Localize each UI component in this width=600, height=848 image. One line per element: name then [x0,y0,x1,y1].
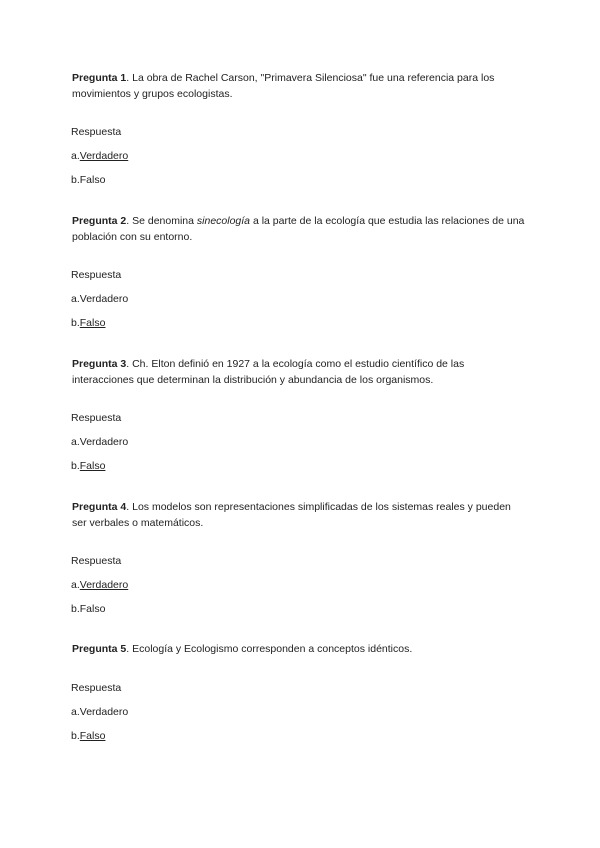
option-prefix: a. [71,293,80,305]
question-text: . Se denomina [126,215,197,227]
option-prefix: a. [71,706,80,718]
option-b[interactable] [71,174,105,186]
option-b[interactable] [71,603,105,615]
question-label: Pregunta 4 [72,501,127,513]
question-text: . La obra de Rachel Carson, "Primavera Silenciosa" fue una referencia para los movimientos y grupos ecologistas. [72,72,495,100]
option-prefix: b. [71,730,80,742]
question-3 [71,356,528,472]
question-2 [71,213,528,329]
response-label: Respuesta [71,412,122,424]
question-text: . Ecología y Ecologismo corresponden a conceptos idénticos. [126,643,413,655]
question-4 [71,499,528,615]
option-text: Falso [79,317,106,329]
option-prefix: a. [71,150,80,162]
option-text: Falso [79,174,106,186]
option-text: Verdadero [79,293,129,305]
question-text: . Los modelos son representaciones simplificadas de los sistemas reales y pueden ser verbales o matemáticos. [72,501,511,529]
option-prefix: b. [71,317,80,329]
question-text-italic: sinecología [196,215,251,227]
question-text: a la parte de la ecología que estudia las relaciones de una población con su entorno. [72,215,525,243]
option-text: Verdadero [79,436,129,448]
option-text: Verdadero [79,706,129,718]
question-prompt [72,213,528,245]
question-prompt [72,499,528,531]
option-text: Falso [79,460,106,472]
option-a[interactable] [71,436,128,448]
option-b[interactable] [71,460,105,472]
option-prefix: a. [71,436,80,448]
option-prefix: b. [71,174,80,186]
option-text: Verdadero [79,150,129,162]
question-prompt [72,641,528,657]
response-label: Respuesta [71,682,122,694]
question-text: . Ch. Elton definió en 1927 a la ecología como el estudio científico de las interacciones que determinan la distribución y abundancia de los organismos. [72,358,465,386]
question-label: Pregunta 3 [72,358,127,370]
question-label: Pregunta 2 [72,215,127,227]
option-a[interactable] [71,293,128,305]
question-1 [71,70,528,186]
question-prompt [72,356,528,388]
option-a[interactable] [71,579,128,591]
option-a[interactable] [71,706,128,718]
option-text: Falso [79,730,106,742]
option-prefix: b. [71,603,80,615]
option-text: Falso [79,603,106,615]
question-label: Pregunta 1 [72,72,127,84]
question-prompt [72,70,528,102]
option-prefix: b. [71,460,80,472]
option-a[interactable] [71,150,128,162]
option-b[interactable] [71,730,105,742]
question-5 [71,641,528,742]
response-label: Respuesta [71,555,122,567]
option-b[interactable] [71,317,105,329]
question-label: Pregunta 5 [72,643,127,655]
option-text: Verdadero [79,579,129,591]
response-label: Respuesta [71,126,122,138]
option-prefix: a. [71,579,80,591]
response-label: Respuesta [71,269,122,281]
